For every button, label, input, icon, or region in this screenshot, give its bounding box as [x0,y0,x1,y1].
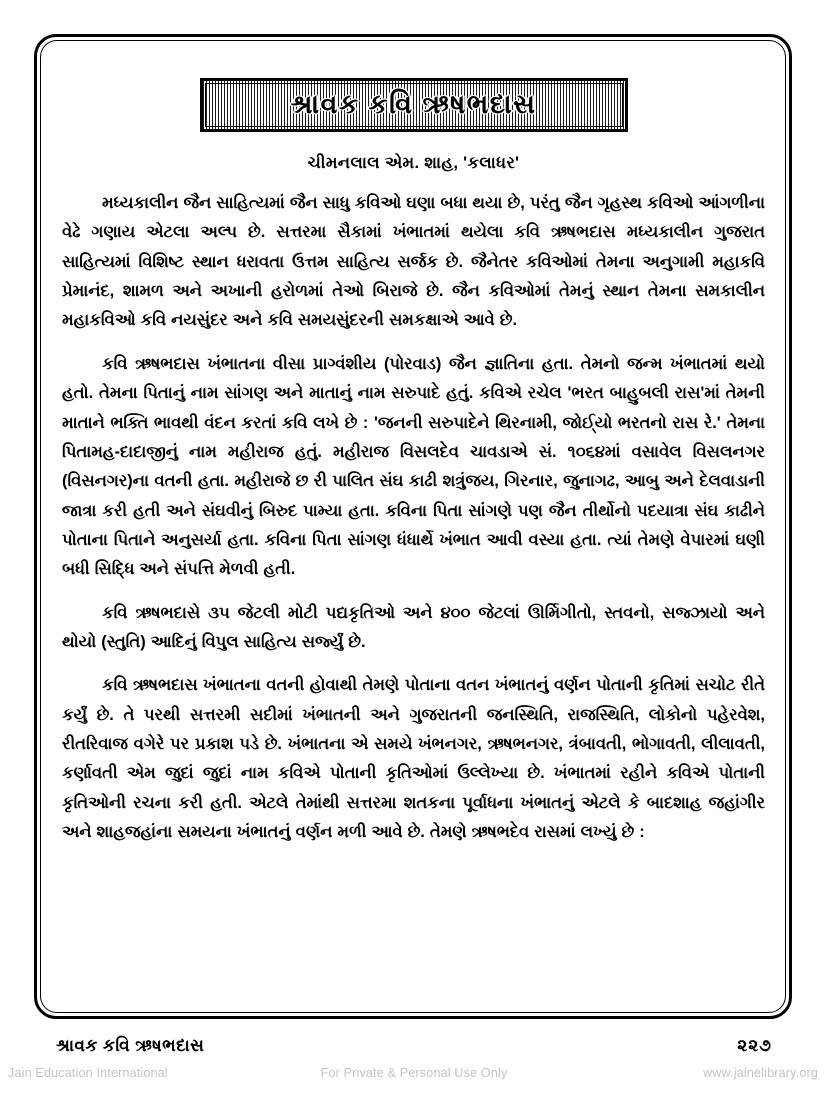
page-number: ૨૨૭ [737,1036,772,1055]
paragraph: કવિ ઋષભદાસે ૩૫ જેટલી મોટી પદ્યકૃતિઓ અને ૪૦૦ જેટલાં ઊર્મિગીતો, સ્તવનો, સજ્ઝાયો અને થોયો (સ્તુતિ) આદિનું વિપુલ સાહિત્ય સર્જ્યું છે. [62,603,765,652]
running-head: શ્રાવક કવિ ઋષભદાસ [56,1036,205,1055]
body-text [62,189,765,848]
running-footer [56,1036,772,1056]
page-content [62,60,765,1000]
author-byline: ચીમનલાલ એમ. શાહ, 'કલાધર' [307,154,520,172]
paragraph: કવિ ઋષભદાસ ખંભાતના વીસા પ્રાગ્વંશીય (પોરવાડ) જૈન જ્ઞાતિના હતા. તેમનો જન્મ ખંભાતમાં થયો હતો. તેમના પિતાનું નામ સાંગણ અને માતાનું નામ સરુપાદે હતું. કવિએ રચેલ 'ભરત બાહુબલી રાસ'માં તેમની માતાને ભક્તિ ભાવથી વંદન કરતાં કવિ લખે છે : 'જનની સરુપાદેને થિરનામી, જોઈ્યો ભરતનો રાસ રે.' તેમના પિતામહ-દાદાજીનું નામ મહીરાજ હતું. મહીરાજ વિસલદેવ ચાવડાએ સં. ૧૦૬૪માં વસાવેલ વિસલનગર (વિસનગર)ના વતની હતા. મહીરાજે છ રી પાલિત સંઘ કાઢી શત્રુંજય, ગિરનાર, જુનાગઢ, આબુ અને દેલવાડાની જાત્રા કરી હતી અને સંઘવીનું બિરુદ પામ્યા હતા. કવિના પિતા સાંગણે પણ જૈન તીર્થોનો પદયાત્રા સંઘ કાઢીને પોતાના પિતાને અનુસર્યા હતા. કવિના પિતા સાંગણ ધંધાર્થે ખંભાત આવી વસ્યા હતા. ત્યાં તેમણે વેપારમાં ઘણી બધી સિદ્ધિ અને સંપત્તિ મેળવી હતી. [62,354,766,579]
watermark-website-url: www.jainelibrary.org [703,1066,818,1080]
title-banner [200,78,628,132]
watermark-organization: Jain Education International [8,1066,168,1080]
paragraph: કવિ ઋષભદાસ ખંભાતના વતની હોવાથી તેમણે પોતાના વતન ખંભાતનું વર્ણન પોતાની કૃતિમાં સચોટ રીતે કર્યું છે. તે પરથી સત્તરમી સદીમાં ખંભાતની અને ગુજરાતની જનસ્થિતિ, રાજસ્થિતિ, લોકોનો પહેરવેશ, રીતરિવાજ વગેરે પર પ્રકાશ પડે છે. ખંભાતના એ સમયે ખંભનગર, ઋષભનગર, ત્રંબાવતી, ભોગાવતી, લીલાવતી, કર્ણાવતી એમ જુદાં જુદાં નામ કવિએ પોતાની કૃતિઓમાં ઉલ્લેખ્યા છે. ખંભાતમાં રહીને કવિએ પોતાની કૃતિઓની રચના કરી હતી. એટલે તેમાંથી સત્તરમા શતકના પૂર્વાધના ખંભાતનું એટલે કે બાદશાહ જહાંગીર અને શાહજહાંના સમયના ખંભાતનું વર્ણન મળી આવે છે. તેમણે ઋષભદેવ રાસમાં લખ્યું છે : [62,676,765,842]
paragraph: મધ્યકાલીન જૈન સાહિત્યમાં જૈન સાધુ કવિઓ ઘણા બધા થયા છે, પરંતુ જૈન ગૃહસ્થ કવિઓ આંગળીના વેઢે ગણાય એટલા અલ્પ છે. સત્તરમા સૈકામાં ખંભાતમાં થયેલા કવિ ઋષભદાસ મધ્યકાલીન ગુજરાત સાહિત્યમાં વિશિષ્ટ સ્થાન ધરાવતા ઉત્તમ સાહિત્ય સર્જક છે. જૈનેતર કવિઓમાં તેમના અનુગામી મહાકવિ પ્રેમાનંદ, શામળ અને અખાની હરોળમાં તેઓ બિરાજે છે. જૈન કવિઓમાં તેમનું સ્થાન તેમના સમકાલીન મહાકવિઓ કવિ નયસુંદર અને કવિ સમયસુંદરની સમકક્ષાએ આવે છે. [62,194,765,330]
watermark-usage-notice: For Private & Personal Use Only [320,1066,508,1080]
page-title: શ્રાવક કવિ ઋષભદાસ [290,89,537,119]
scan-watermark-strip [0,1062,828,1084]
